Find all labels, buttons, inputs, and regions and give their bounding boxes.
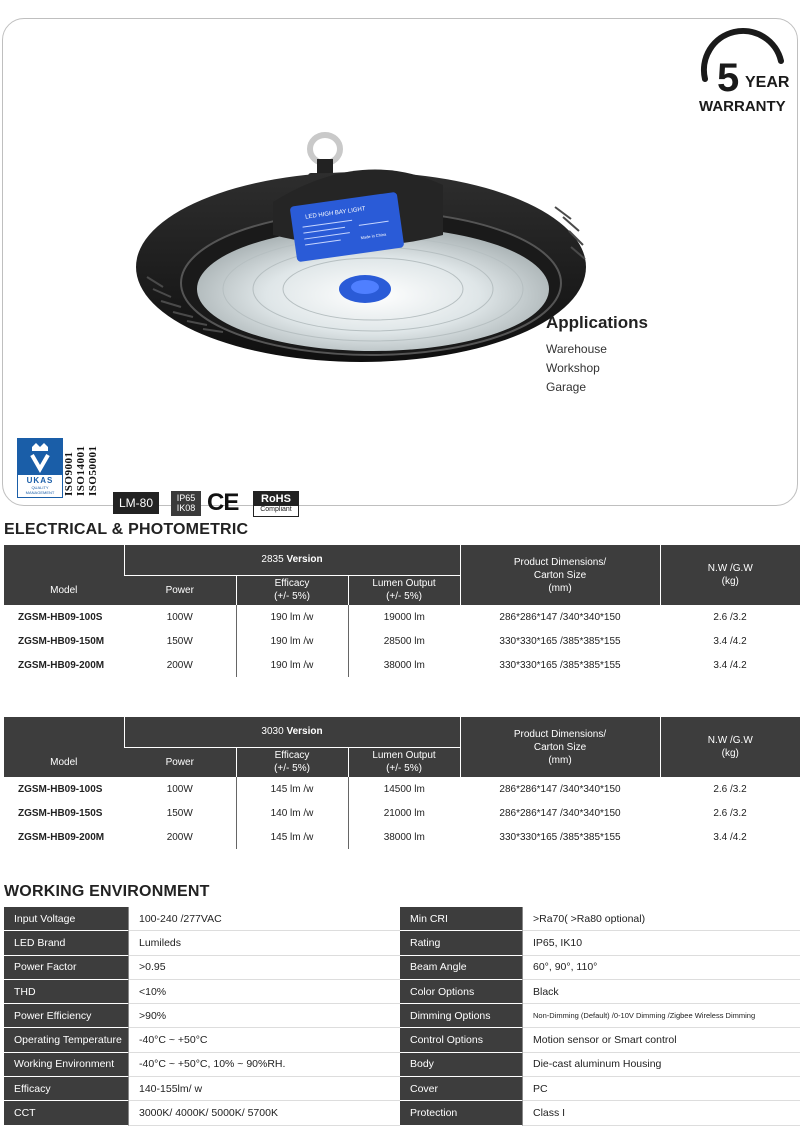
cell-power: 150W	[166, 807, 193, 819]
header-power: Power	[124, 575, 236, 605]
cell-dimensions: 286*286*147 /340*340*150	[499, 807, 621, 819]
header-efficacy-line: (+/- 5%)	[274, 763, 310, 775]
header-weight	[660, 717, 800, 777]
header-lumen-line: Lumen Output	[372, 750, 436, 762]
header-dimensions-line: Carton Size	[533, 569, 587, 581]
ce-mark: CE	[207, 489, 239, 516]
cell-power: 100W	[166, 611, 193, 623]
header-dimensions	[460, 545, 660, 605]
header-dimensions-line: Product Dimensions/	[513, 728, 607, 740]
cell-power: 150W	[166, 635, 193, 647]
cell-dimensions: 330*330*165 /385*385*155	[499, 831, 621, 843]
env-label: Cover	[400, 1077, 522, 1101]
table-row	[4, 629, 800, 653]
table-row	[4, 801, 800, 825]
cell-power: 200W	[166, 831, 193, 843]
env-value: IP65, IK10	[522, 931, 800, 955]
rohs-sub: Compliant	[260, 506, 292, 513]
env-value: >90%	[128, 1004, 400, 1028]
env-label: Power Efficiency	[4, 1004, 128, 1028]
iso-50001: ISO50001	[87, 445, 99, 496]
spec-table-2835	[4, 545, 800, 677]
env-label: THD	[4, 980, 128, 1004]
cell-dimensions: 286*286*147 /340*340*150	[499, 611, 621, 623]
env-label: Body	[400, 1053, 522, 1077]
header-lumen	[348, 575, 460, 605]
ukas-sub2: MANAGEMENT	[25, 490, 55, 495]
cell-efficacy: 190 lm /w	[236, 653, 348, 677]
cell-weight: 2.6 /3.2	[713, 783, 747, 795]
env-value: -40°C ~ +50°C, 10% ~ 90%RH.	[128, 1053, 400, 1077]
cell-dimensions: 330*330*165 /385*385*155	[499, 635, 621, 647]
cell-efficacy: 190 lm /w	[236, 605, 348, 629]
table-row	[4, 1004, 800, 1028]
cell-model: ZGSM-HB09-200M	[18, 659, 105, 671]
applications-block	[546, 313, 648, 397]
cell-lumen: 38000 lm	[348, 825, 460, 849]
cell-efficacy: 190 lm /w	[236, 629, 348, 653]
cell-weight: 2.6 /3.2	[713, 807, 747, 819]
cell-weight: 3.4 /4.2	[713, 831, 747, 843]
cell-lumen: 14500 lm	[348, 777, 460, 801]
table-row	[4, 956, 800, 980]
warranty-arc-icon	[697, 31, 795, 117]
ip65-text: IP65	[176, 493, 196, 503]
header-efficacy	[236, 575, 348, 605]
table-row	[4, 1053, 800, 1077]
iso-14001: ISO14001	[75, 445, 87, 496]
spec-table-3030	[4, 717, 800, 849]
env-label: Rating	[400, 931, 522, 955]
lamp-label-title: LED HIGH BAY LIGHT	[304, 206, 366, 221]
warranty-year: YEAR	[745, 74, 790, 91]
cell-weight: 3.4 /4.2	[713, 659, 747, 671]
header-dimensions-line: Product Dimensions/	[513, 556, 607, 568]
header-dimensions-line: Carton Size	[533, 741, 587, 753]
env-value: Black	[522, 980, 800, 1004]
ukas-sub1: QUALITY	[31, 485, 49, 490]
cell-model: ZGSM-HB09-100S	[18, 611, 103, 623]
table-row	[4, 605, 800, 629]
cell-weight: 3.4 /4.2	[713, 635, 747, 647]
version-number: 2835	[261, 554, 284, 566]
cell-model: ZGSM-HB09-200M	[18, 831, 105, 843]
environment-table	[4, 907, 800, 1126]
warranty-badge	[697, 31, 795, 117]
env-label: LED Brand	[4, 931, 128, 955]
ukas-name: UKAS	[26, 476, 54, 485]
header-lumen-line: (+/- 5%)	[386, 591, 422, 603]
lamp-label-origin: Made in China	[360, 231, 387, 241]
header-weight-line: (kg)	[721, 748, 739, 759]
env-value: Class I	[522, 1101, 800, 1125]
cell-model: ZGSM-HB09-150M	[18, 635, 105, 647]
env-label: Color Options	[400, 980, 522, 1004]
env-label: Protection	[400, 1101, 522, 1125]
env-value: Lumileds	[128, 931, 400, 955]
header-efficacy-line: Efficacy	[274, 750, 310, 762]
cell-weight: 2.6 /3.2	[713, 611, 747, 623]
header-dimensions-line: (mm)	[548, 754, 572, 766]
env-label: Efficacy	[4, 1077, 128, 1101]
env-label: Beam Angle	[400, 956, 522, 980]
iso-certifications	[61, 438, 107, 500]
env-label: Operating Temperature	[4, 1028, 128, 1052]
cell-lumen: 38000 lm	[348, 653, 460, 677]
env-label: Control Options	[400, 1028, 522, 1052]
header-lumen	[348, 747, 460, 777]
application-item: Workshop	[546, 361, 600, 375]
header-weight-line: N.W /G.W	[707, 735, 753, 746]
env-value: -40°C ~ +50°C	[128, 1028, 400, 1052]
env-value: PC	[522, 1077, 800, 1101]
application-item: Warehouse	[546, 342, 607, 356]
cell-lumen: 28500 lm	[348, 629, 460, 653]
version-word: Version	[286, 726, 323, 738]
version-header	[124, 545, 460, 575]
header-weight-line: (kg)	[721, 576, 739, 587]
electrical-section-title: ELECTRICAL & PHOTOMETRIC	[4, 521, 249, 538]
application-item: Garage	[546, 380, 587, 394]
ik08-text: IK08	[176, 503, 196, 513]
env-label: CCT	[4, 1101, 128, 1125]
env-value: Motion sensor or Smart control	[522, 1028, 800, 1052]
applications-title: Applications	[546, 313, 649, 332]
table-row	[4, 653, 800, 677]
cell-lumen: 21000 lm	[348, 801, 460, 825]
ufo-high-bay-light-image	[133, 107, 593, 387]
ukas-logo	[17, 438, 63, 498]
env-value: 60°, 90°, 110°	[522, 956, 800, 980]
env-value: >0.95	[128, 956, 400, 980]
header-efficacy	[236, 747, 348, 777]
cell-power: 100W	[166, 783, 193, 795]
header-lumen-line: Lumen Output	[372, 578, 436, 590]
env-label: Working Environment	[4, 1053, 128, 1077]
env-label: Dimming Options	[400, 1004, 522, 1028]
table-row	[4, 1077, 800, 1101]
env-value: 100-240 /277VAC	[128, 907, 400, 931]
header-dimensions	[460, 717, 660, 777]
version-word: Version	[286, 554, 323, 566]
header-lumen-line: (+/- 5%)	[386, 763, 422, 775]
table-row	[4, 1028, 800, 1052]
table-row	[4, 931, 800, 955]
product-hero-card	[2, 18, 798, 516]
cell-model: ZGSM-HB09-150S	[18, 807, 103, 819]
header-dimensions-line: (mm)	[548, 582, 572, 594]
warranty-word: WARRANTY	[699, 98, 786, 115]
table-row	[4, 825, 800, 849]
env-label: Input Voltage	[4, 907, 128, 931]
env-value: 3000K/ 4000K/ 5000K/ 5700K	[128, 1101, 400, 1125]
env-value: Die-cast aluminum Housing	[522, 1053, 800, 1077]
cell-lumen: 19000 lm	[348, 605, 460, 629]
environment-section-title: WORKING ENVIRONMENT	[4, 883, 210, 900]
cell-efficacy: 145 lm /w	[236, 825, 348, 849]
cell-dimensions: 286*286*147 /340*340*150	[499, 783, 621, 795]
ukas-crown-icon	[18, 439, 62, 475]
header-efficacy-line: Efficacy	[274, 578, 310, 590]
version-number: 3030	[261, 726, 284, 738]
header-weight-line: N.W /G.W	[707, 563, 753, 574]
env-value: Non-Dimming (Default) /0-10V Dimming /Zigbee Wireless Dimming	[522, 1004, 800, 1028]
warranty-number: 5	[717, 56, 740, 100]
rohs-name: RoHS	[254, 492, 298, 506]
cell-power: 200W	[166, 659, 193, 671]
env-label: Power Factor	[4, 956, 128, 980]
env-value: >Ra70( >Ra80 optional)	[522, 907, 800, 931]
header-efficacy-line: (+/- 5%)	[274, 591, 310, 603]
env-label: Min CRI	[400, 907, 522, 931]
header-model: Model	[4, 717, 124, 777]
iso-9001: ISO9001	[63, 451, 75, 496]
header-model: Model	[4, 545, 124, 605]
lm80-badge: LM-80	[113, 492, 159, 514]
cell-efficacy: 140 lm /w	[236, 801, 348, 825]
table-row	[4, 777, 800, 801]
env-value: 140-155lm/ w	[128, 1077, 400, 1101]
cell-dimensions: 330*330*165 /385*385*155	[499, 659, 621, 671]
header-weight	[660, 545, 800, 605]
rohs-badge	[253, 491, 299, 517]
cell-model: ZGSM-HB09-100S	[18, 783, 103, 795]
cell-efficacy: 145 lm /w	[236, 777, 348, 801]
table-row	[4, 1101, 800, 1125]
header-power: Power	[124, 747, 236, 777]
version-header	[124, 717, 460, 747]
env-value: <10%	[128, 980, 400, 1004]
ip-rating-badge	[171, 491, 201, 516]
table-row	[4, 907, 800, 931]
table-row	[4, 980, 800, 1004]
